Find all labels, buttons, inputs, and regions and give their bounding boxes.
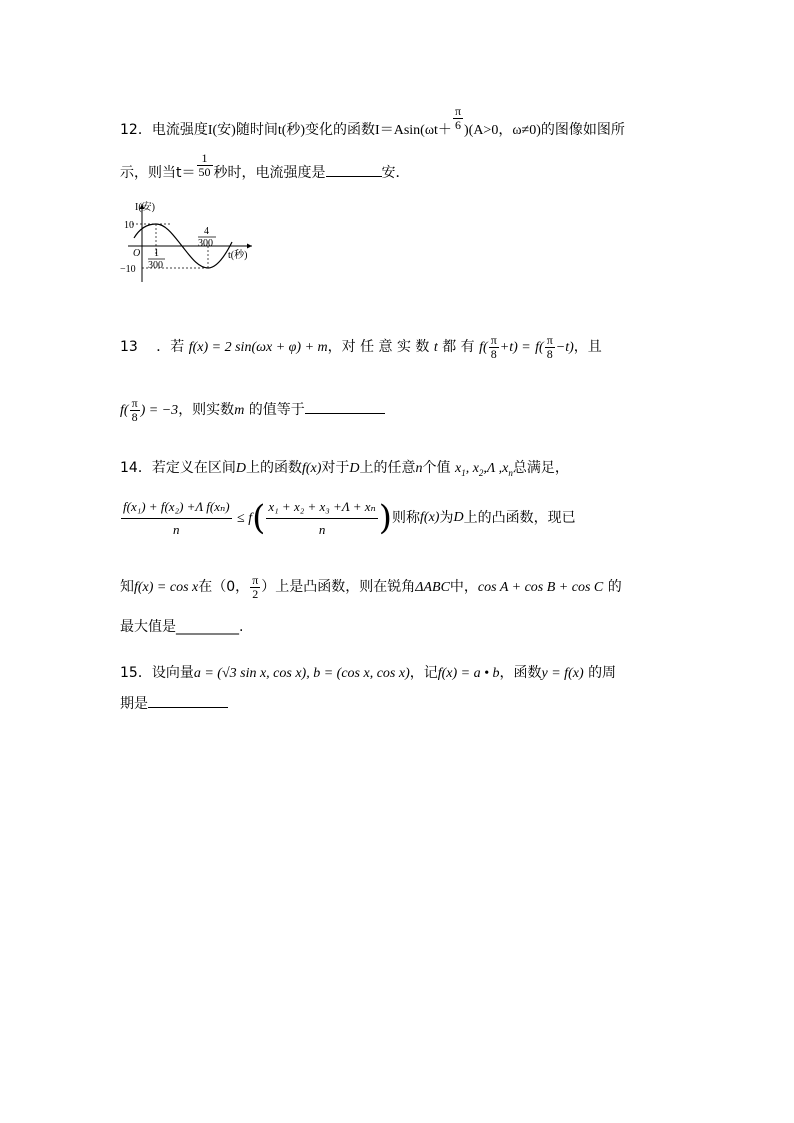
q13-f-open: f( xyxy=(479,340,488,356)
q14-D-a: D xyxy=(235,461,246,476)
q12-pi: π xyxy=(454,104,461,118)
q15-line2: 期是 xyxy=(120,696,148,712)
q14-frac-left-den: n xyxy=(173,521,180,537)
q14-D-c: D xyxy=(453,510,464,526)
q14-t5: 总满足， xyxy=(512,460,569,476)
q13-t: t xyxy=(433,340,438,356)
q13-pi-b: π xyxy=(546,333,553,347)
q15-a: 15．设向量 xyxy=(120,665,194,681)
q14-line1 xyxy=(120,461,569,478)
q13-line2 xyxy=(120,397,385,423)
q13-num: 13 xyxy=(120,339,138,356)
q15-y: y = f(x) xyxy=(541,666,584,681)
q15-b: ，记 xyxy=(409,665,438,681)
q12-sine-graph xyxy=(120,198,260,284)
q14-l4: 最大值是_________. xyxy=(120,619,244,635)
q13-line2-text: ，则实数 xyxy=(178,402,235,419)
q14-t6: 则称 xyxy=(392,510,421,527)
q14-fx-b: f(x) xyxy=(420,510,440,526)
q14-frac-left xyxy=(121,500,232,536)
q12-cond: )(A>0，ω≠0) xyxy=(464,123,541,139)
q14-x2: x xyxy=(472,461,479,476)
q14-l3f: cos A + cos B + cos C xyxy=(477,580,604,596)
q12-one-over-50 xyxy=(197,152,213,178)
q13-m: m xyxy=(234,403,245,419)
q13-pi-over-8-c xyxy=(130,397,140,423)
q15-fx: f(x) = a • b xyxy=(437,666,500,681)
q14-two: 2 xyxy=(252,586,259,601)
q13-pi-over-8-b xyxy=(545,334,555,360)
q13-f-open2: f( xyxy=(535,340,544,356)
q13-plus-t: +t) = xyxy=(499,340,531,356)
q13-pi-over-8-a xyxy=(489,334,499,360)
graph-t1-den: 300 xyxy=(148,260,163,271)
q14-pi: π xyxy=(252,573,259,587)
q13-pi-c: π xyxy=(131,396,138,410)
q12-func-head: I＝Asin(ωt＋ xyxy=(375,123,452,139)
graph-t1-num: 1 xyxy=(154,248,159,259)
q14-le: ≤ f xyxy=(237,511,253,527)
q12-mid2: 变化的函数 xyxy=(305,122,376,139)
q13-minus-t: −t) xyxy=(555,340,574,356)
q12-pi-over-6 xyxy=(453,105,463,131)
q13-text1: ，对 任 意 实 数 xyxy=(327,339,430,356)
q13-pi-a: π xyxy=(490,333,497,347)
q14-fx-a: f(x) xyxy=(301,461,322,476)
q14-t8: 上的凸函数，现已 xyxy=(463,510,576,527)
q14-frac-right-num: x₁ + x₂ + x₃ +Λ + xₙ xyxy=(266,500,377,519)
q14-l3d: ）上是凸函数，则在锐角 xyxy=(261,579,416,596)
q12-six: 6 xyxy=(454,117,461,132)
q14-line4 xyxy=(120,620,243,634)
q13-line2-end: 的值等于 xyxy=(248,402,305,419)
q14-l3a: 知 xyxy=(120,579,134,596)
q13-dot: ．若 xyxy=(156,339,185,356)
q12-t-unit: t(秒) xyxy=(277,123,306,139)
q14-line2 xyxy=(120,498,576,539)
q13-and: ，且 xyxy=(573,339,602,356)
q15-vectors: a = (√3 sin x, cos x), b = (cos x, cos x) xyxy=(193,666,410,681)
q13-answer-blank xyxy=(305,413,385,414)
q14-t7: 为 xyxy=(439,510,454,527)
q12-line1 xyxy=(120,104,625,143)
q12-line2a: 示，则当t＝ xyxy=(120,165,196,182)
q14-l3g: 的 xyxy=(607,579,622,596)
graph-t2-num: 4 xyxy=(204,226,209,237)
x-axis-arrow xyxy=(247,244,252,249)
graph-t2-den: 300 xyxy=(198,238,213,249)
graph-y-min: −10 xyxy=(120,264,136,275)
q14-l3e: 中， xyxy=(449,579,478,596)
q12-line2c: 安． xyxy=(381,165,410,182)
q13-line2-eq: ) = −3 xyxy=(140,403,179,419)
q12-i-unit: I(安) xyxy=(207,123,236,139)
q14-t2: 对于 xyxy=(321,460,350,476)
q14-num: 14．若定义在区间 xyxy=(120,460,236,476)
q13-eight-a: 8 xyxy=(490,346,497,361)
q12-line2b: 秒时，电流强度是 xyxy=(213,165,326,182)
graph-y-label: I(安) xyxy=(135,202,155,213)
q14-frac-left-num: f(x₁) + f(x₂) +Λ f(xₙ) xyxy=(121,500,232,519)
q14-paren-close: ) xyxy=(378,498,393,539)
q14-l3c: 在（0， xyxy=(198,579,250,596)
q14-x1: x xyxy=(454,461,462,476)
q14-frac-right-den: n xyxy=(318,521,326,537)
q14-t4: 个值 xyxy=(422,460,451,476)
q14-frac-right xyxy=(266,500,377,536)
q14-t3: 上的任意 xyxy=(359,460,416,476)
q14-n: n xyxy=(415,461,423,476)
q14-xn: x xyxy=(502,461,509,476)
q13-line2-f: f( xyxy=(120,403,129,419)
q14-line3 xyxy=(120,574,622,600)
q13-eight-b: 8 xyxy=(546,346,553,361)
q14-D-b: D xyxy=(349,461,360,476)
graph-origin: O xyxy=(133,248,141,259)
q14-x-list: $x_1$, $x_2,\Lambda$ $,x_n$ xyxy=(454,461,513,478)
q12-tail: 的图像如图所 xyxy=(540,122,625,139)
q15-d: 的周 xyxy=(588,665,617,681)
q14-t1: 上的函数 xyxy=(245,460,302,476)
q12-answer-blank xyxy=(326,176,382,177)
q14-pi-over-2 xyxy=(250,574,260,600)
graph-x-label: t(秒) xyxy=(228,250,248,261)
q15-answer-blank xyxy=(148,707,228,708)
q13-text2: 都 有 xyxy=(442,339,475,356)
q15-c: ，函数 xyxy=(499,665,542,681)
q14-l3b: f(x) = cos x xyxy=(134,580,199,596)
q13-eight-c: 8 xyxy=(131,409,138,424)
q14-paren-open: ( xyxy=(252,498,266,539)
q14-abc: ΔABC xyxy=(415,580,450,596)
q12-one: 1 xyxy=(197,152,213,166)
q15-line1 xyxy=(120,666,616,681)
q13-fx: f(x) = 2 sin(ωx + φ) + m xyxy=(188,340,328,356)
q12-prefix: 12．电流强度 xyxy=(120,122,208,139)
graph-y-max: 10 xyxy=(124,220,134,231)
q15-line2 xyxy=(120,697,228,711)
q12-mid1: 随时间 xyxy=(235,122,278,139)
q13-line1 xyxy=(120,334,602,360)
q12-fifty: 50 xyxy=(198,164,211,179)
q12-line2 xyxy=(120,151,410,186)
